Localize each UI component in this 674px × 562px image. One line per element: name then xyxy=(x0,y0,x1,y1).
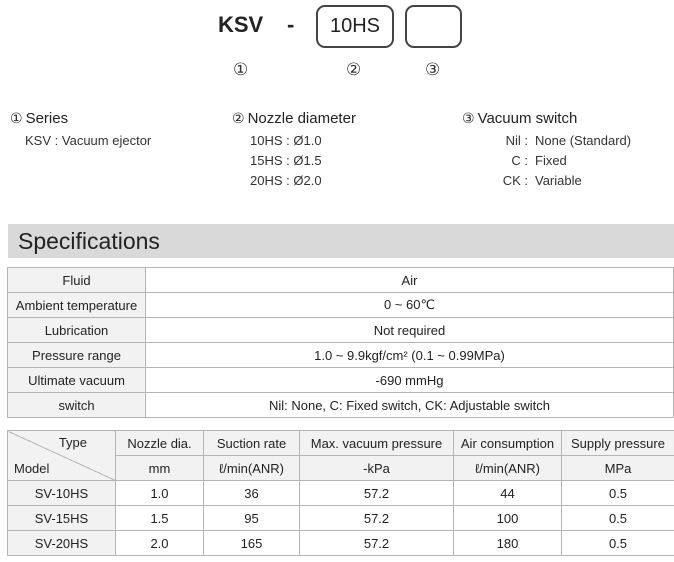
column-unit: ℓ/min(ANR) xyxy=(454,456,562,481)
table-header-row xyxy=(8,431,674,456)
legend-desc: Ø2.0 xyxy=(293,173,322,188)
legend-code: KSV xyxy=(25,133,52,148)
marker-1: ① xyxy=(233,60,249,80)
column-header: Supply pressure xyxy=(562,431,674,456)
marker-2: ② xyxy=(346,60,362,80)
order-code-dash: - xyxy=(287,12,295,37)
table-cell: 0.5 xyxy=(562,506,674,531)
table-cell: 36 xyxy=(204,481,300,506)
model-name: SV-15HS xyxy=(8,506,116,531)
table-cell: 2.0 xyxy=(116,531,204,556)
table-cell: 57.2 xyxy=(300,531,454,556)
legend-sep: : xyxy=(286,173,290,188)
spec-label: switch xyxy=(8,393,146,418)
legend-switch-title: Vacuum switch xyxy=(477,110,578,127)
table-row xyxy=(8,481,674,506)
column-unit: -kPa xyxy=(300,456,454,481)
spec-label: Ultimate vacuum xyxy=(8,368,146,393)
specs-table xyxy=(7,267,674,418)
table-cell: 180 xyxy=(454,531,562,556)
legend-code: CK xyxy=(502,173,521,188)
spec-label: Fluid xyxy=(8,268,146,293)
order-code-nozzle: 10HS xyxy=(329,15,381,37)
legend-nozzle-item xyxy=(250,133,322,148)
column-unit: ℓ/min(ANR) xyxy=(204,456,300,481)
legend-sep: : xyxy=(286,153,290,168)
spec-value: Not required xyxy=(146,318,674,343)
table-cell: 100 xyxy=(454,506,562,531)
legend-sep: : xyxy=(286,133,290,148)
table-cell: 0.5 xyxy=(562,531,674,556)
legend-switch-desc: None (Standard) xyxy=(535,133,632,148)
spec-value: Nil: None, C: Fixed switch, CK: Adjustable switch xyxy=(146,393,674,418)
legend-nozzle-item xyxy=(250,173,322,188)
model-name: SV-20HS xyxy=(8,531,116,556)
corner-type-label: Type xyxy=(58,435,87,450)
table-cell: 165 xyxy=(204,531,300,556)
legend-code: 20HS xyxy=(250,173,283,188)
table-row xyxy=(8,368,674,393)
column-header: Suction rate xyxy=(204,431,300,456)
specifications-title: Specifications xyxy=(8,224,674,258)
column-unit: MPa xyxy=(562,456,674,481)
column-unit: mm xyxy=(116,456,204,481)
spec-value: Air xyxy=(146,268,674,293)
table-row xyxy=(8,506,674,531)
spec-label: Lubrication xyxy=(8,318,146,343)
legend-code: 15HS xyxy=(250,153,283,168)
table-cell: 1.5 xyxy=(116,506,204,531)
legend-sep: : xyxy=(524,133,528,148)
table-row xyxy=(8,293,674,318)
legend-code: C xyxy=(511,153,521,168)
models-table xyxy=(7,430,674,556)
order-code-switch-box xyxy=(405,5,462,48)
table-cell: 44 xyxy=(454,481,562,506)
legend-series-title: Series xyxy=(25,110,69,127)
legend-switch-num: ③ xyxy=(462,111,475,127)
table-row xyxy=(8,531,674,556)
legend-desc: Ø1.0 xyxy=(293,133,322,148)
legend-code: 10HS xyxy=(250,133,283,148)
spec-value: 1.0 ~ 9.9kgf/cm² (0.1 ~ 0.99MPa) xyxy=(146,343,674,368)
spec-value: -690 mmHg xyxy=(146,368,674,393)
table-row xyxy=(8,318,674,343)
legend-desc: Ø1.5 xyxy=(293,153,322,168)
order-code-series: KSV xyxy=(218,12,264,37)
spec-value: 0 ~ 60℃ xyxy=(146,293,674,318)
legend-desc: Vacuum ejector xyxy=(61,133,152,148)
legend-sep: : xyxy=(524,153,528,168)
table-row xyxy=(8,268,674,293)
legend-switch-code xyxy=(470,133,528,148)
table-cell: 57.2 xyxy=(300,481,454,506)
legend-code: Nil xyxy=(505,133,521,148)
table-cell: 0.5 xyxy=(562,481,674,506)
spec-label: Pressure range xyxy=(8,343,146,368)
legend-nozzle-num: ② xyxy=(232,111,245,127)
column-header: Max. vacuum pressure xyxy=(300,431,454,456)
legend-switch-code xyxy=(470,153,528,168)
legend-series-item xyxy=(25,133,151,148)
table-cell: 1.0 xyxy=(116,481,204,506)
legend-switch-desc: Variable xyxy=(535,173,582,188)
table-cell: 95 xyxy=(204,506,300,531)
table-row xyxy=(8,343,674,368)
legend-series-heading xyxy=(10,110,68,127)
type-model-corner xyxy=(8,431,116,481)
legend-switch-desc: Fixed xyxy=(535,153,567,168)
legend-nozzle-heading xyxy=(232,110,356,127)
corner-model-label: Model xyxy=(14,461,50,476)
column-header: Air consumption xyxy=(454,431,562,456)
legend-switch-heading xyxy=(462,110,577,127)
model-name: SV-10HS xyxy=(8,481,116,506)
spec-label: Ambient temperature xyxy=(8,293,146,318)
legend-nozzle-item xyxy=(250,153,322,168)
marker-3: ③ xyxy=(425,60,441,80)
legend-sep: : xyxy=(54,133,59,148)
legend-switch-code xyxy=(470,173,528,188)
column-header: Nozzle dia. xyxy=(116,431,204,456)
legend-sep: : xyxy=(524,173,528,188)
table-row xyxy=(8,393,674,418)
legend-series-num: ① xyxy=(10,111,23,127)
table-cell: 57.2 xyxy=(300,506,454,531)
order-code-nozzle-box xyxy=(316,5,394,48)
legend-nozzle-title: Nozzle diameter xyxy=(247,110,356,127)
